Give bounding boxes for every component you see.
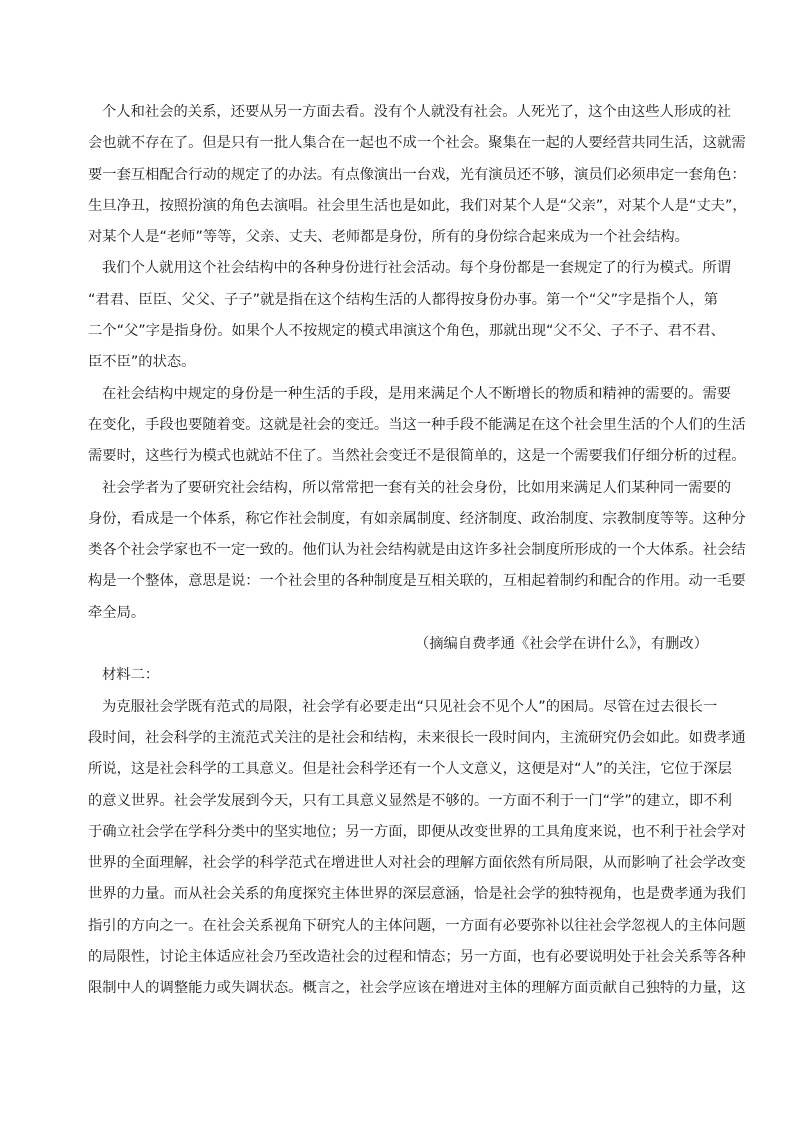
text-line: “君君、臣臣、父父、子子”就是指在这个结构生活的人都得按身份办事。第一个“父”字是指个人，第 [88,291,719,308]
text-line: 材料二： [102,667,160,684]
text-line: 臣不臣”的状态。 [88,354,196,371]
text-line: 于确立社会学在学科分类中的坚实地位；另一方面，即便从改变世界的工具角度来说，也不利于社会学对 [88,823,746,840]
text-line: 社会学者为了要研究社会结构，所以常常把一套有关的社会身份，比如用来满足人们某种同一需要的 [102,479,732,496]
text-line: 为克服社会学既有范式的局限，社会学有必要走出“只见社会不见个人”的困局。尽管在过去很长一 [102,698,718,715]
text-line: 构是一个整体，意思是说：一个社会里的各种制度是互相关联的，互相起着制约和配合的作用。动一毛要 [88,573,746,590]
source-citation: （摘编自费孝通《社会学在讲什么》，有删改） [414,636,708,653]
text-line: 世界的全面理解，社会学的科学范式在增进世人对社会的理解方面依然有所局限，从而影响了社会学改变 [88,855,746,872]
text-line: 牵全局。 [88,604,146,621]
text-line: 二个“父”字是指身份。如果个人不按规定的模式串演这个角色，那就出现“父不父、子不子、君不君、 [88,323,725,340]
text-line: 需要时，这些行为模式也就站不住了。当然社会变迁不是很简单的，这是一个需要我们仔细分析的过程。 [88,448,746,465]
text-line: 个人和社会的关系，还要从另一方面去看。没有个人就没有社会。人死光了，这个由这些人形成的社 [102,104,732,120]
text-line: 所说，这是社会科学的工具意义。但是社会科学还有一个人文意义，这便是对“人”的关注，它位于深层 [88,761,732,778]
text-line: 在变化，手段也要随着变。这就是社会的变迁。当这一种手段不能满足在这个社会里生活的个人们的生活 [88,416,746,433]
text-line: 生旦净丑，按照扮演的角色去演唱。社会里生活也是如此，我们对某个人是“父亲”，对某个人是“丈夫”， [88,197,747,214]
document-page [88,97,747,1005]
text-line: 类各个社会学家也不一定一致的。他们认为社会结构就是由这许多社会制度所形成的一个大体系。社会结 [88,542,746,559]
text-line: 要一套互相配合行动的规定了的办法。有点像演出一台戏，光有演员还不够，演员们必须串定一套角色： [88,166,746,183]
text-line: 在社会结构中规定的身份是一种生活的手段，是用来满足个人不断增长的物质和精神的需要的。需要 [102,385,732,402]
text-line: 的局限性，讨论主体适应社会乃至改造社会的过程和情态；另一方面，也有必要说明处于社会关系等各种 [88,949,746,966]
text-line: 会也就不存在了。但是只有一批人集合在一起也不成一个社会。聚集在一起的人要经营共同生活，这就需 [88,135,746,152]
text-line: 限制中人的调整能力或失调状态。概言之，社会学应该在增进对主体的理解方面贡献自己独特的力量，这 [88,980,746,997]
text-line: 我们个人就用这个社会结构中的各种身份进行社会活动。每个身份都是一套规定了的行为模式。所谓 [102,260,732,277]
text-line: 世界的力量。而从社会关系的角度探究主体世界的深层意涵，恰是社会学的独特视角，也是费孝通为我们 [88,886,746,903]
text-line: 段时间，社会科学的主流范式关注的是社会和结构，未来很长一段时间内，主流研究仍会如此。如费孝通 [88,729,746,746]
text-line: 身份，看成是一个体系，称它作社会制度，有如亲属制度、经济制度、政治制度、宗教制度等等。这种分 [88,510,746,527]
text-line: 指引的方向之一。在社会关系视角下研究人的主体问题，一方面有必要弥补以往社会学忽视人的主体问题 [88,917,746,934]
text-line: 的意义世界。社会学发展到今天，只有工具意义显然是不够的。一方面不利于一门“学”的建立，即不利 [88,792,732,809]
text-line: 对某个人是“老师”等等，父亲、丈夫、老师都是身份，所有的身份综合起来成为一个社会结构。 [88,229,689,246]
